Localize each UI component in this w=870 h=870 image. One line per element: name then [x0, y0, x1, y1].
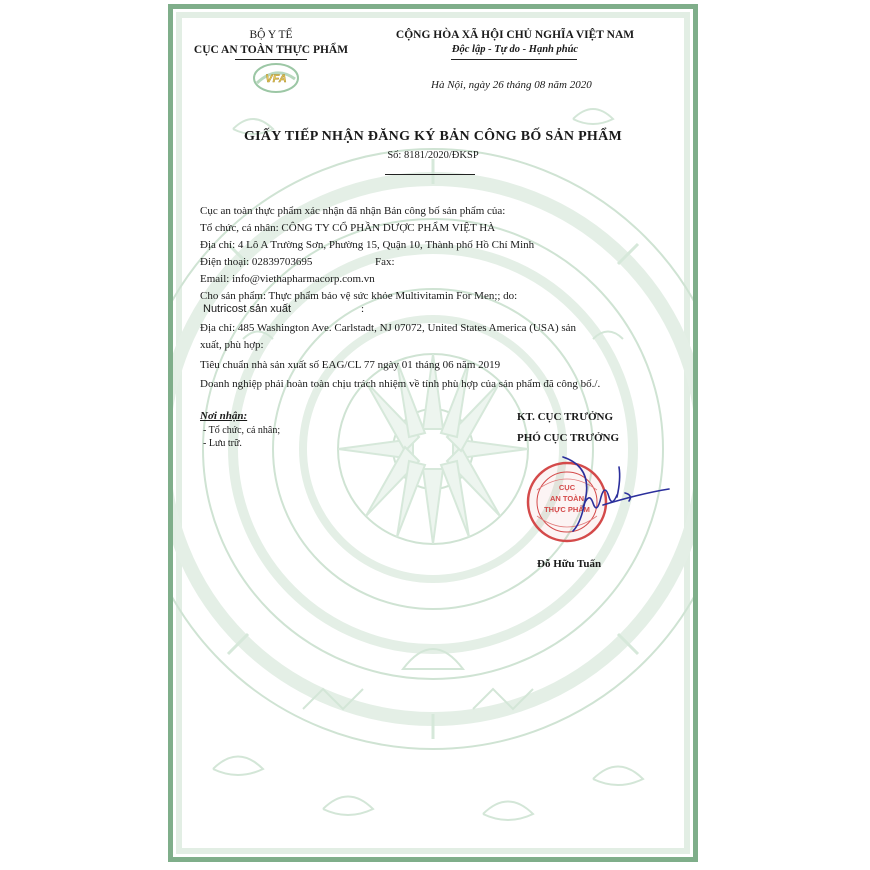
- manufacturer-line: Nutricost sản xuất: [203, 303, 292, 315]
- manufacturer-address-line2: xuất, phù hợp:: [200, 339, 264, 351]
- recipient-item: - Lưu trữ.: [203, 438, 242, 449]
- department-underline: [235, 59, 307, 60]
- document-content: [173, 9, 693, 857]
- document-number: Số: 8181/2020/ĐKSP: [387, 150, 479, 161]
- department-name: CỤC AN TOÀN THỰC PHẨM: [193, 44, 349, 56]
- svg-text:VFA: VFA: [265, 73, 287, 85]
- document-title: GIẤY TIẾP NHẬN ĐĂNG KÝ BẢN CÔNG BỐ SẢN PHẨM: [243, 129, 623, 144]
- vfa-logo-icon: [251, 61, 301, 95]
- recipients-label: Nơi nhận:: [200, 410, 248, 422]
- stamp-text-line: AN TOÀN: [549, 494, 585, 503]
- republic-name: CỘNG HÒA XÃ HỘI CHỦ NGHĨA VIỆT NAM: [395, 29, 635, 41]
- organization-address: Địa chỉ: 4 Lô A Trường Sơn, Phường 15, Quận 10, Thành phố Hồ Chí Minh: [200, 239, 535, 251]
- signer-name: Đỗ Hữu Tuấn: [537, 558, 602, 570]
- fax-line: Fax:: [375, 256, 395, 268]
- recipient-item: - Tổ chức, cá nhân;: [203, 425, 281, 436]
- email-line: Email: info@viethapharmacorp.com.vn: [200, 273, 375, 285]
- signer-role-1: KT. CỤC TRƯỞNG: [517, 411, 614, 423]
- organization-line: Tổ chức, cá nhân: CÔNG TY CỔ PHẦN DƯỢC PHẨM VIỆT HÀ: [200, 222, 496, 234]
- document-sheet: [168, 4, 698, 862]
- motto-underline: [451, 59, 577, 60]
- standard-line: Tiêu chuẩn nhà sản xuất số EAG/CL 77 ngày 01 tháng 06 năm 2019: [200, 359, 501, 371]
- phone-line: Điện thoại: 02839703695: [200, 256, 313, 268]
- stamp-text-line: THỰC PHẨM: [544, 505, 590, 514]
- title-underline: [385, 174, 475, 175]
- place-date: Hà Nội, ngày 26 tháng 08 năm 2020: [431, 79, 592, 91]
- manufacturer-colon: :: [361, 303, 365, 315]
- national-motto: Độc lập - Tự do - Hạnh phúc: [451, 44, 579, 55]
- manufacturer-address-line1: Địa chỉ: 485 Washington Ave. Carlstadt, NJ 07072, United States America (USA) sản: [200, 322, 577, 334]
- handwritten-signature: [553, 449, 673, 539]
- product-line: Cho sản phẩm: Thực phẩm bảo vệ sức khỏe Multivitamin For Men;; do:: [200, 290, 518, 302]
- ministry-name: BỘ Y TẾ: [249, 29, 293, 41]
- signer-role-2: PHÓ CỤC TRƯỞNG: [517, 432, 620, 444]
- stamp-text-line: CỤC: [558, 483, 576, 492]
- responsibility-line: Doanh nghiệp phải hoàn toàn chịu trách nhiệm về tính phù hợp của sản phẩm đã công bố./.: [200, 378, 601, 390]
- intro-text: Cục an toàn thực phẩm xác nhận đã nhận Bản công bố sản phẩm của:: [200, 205, 506, 217]
